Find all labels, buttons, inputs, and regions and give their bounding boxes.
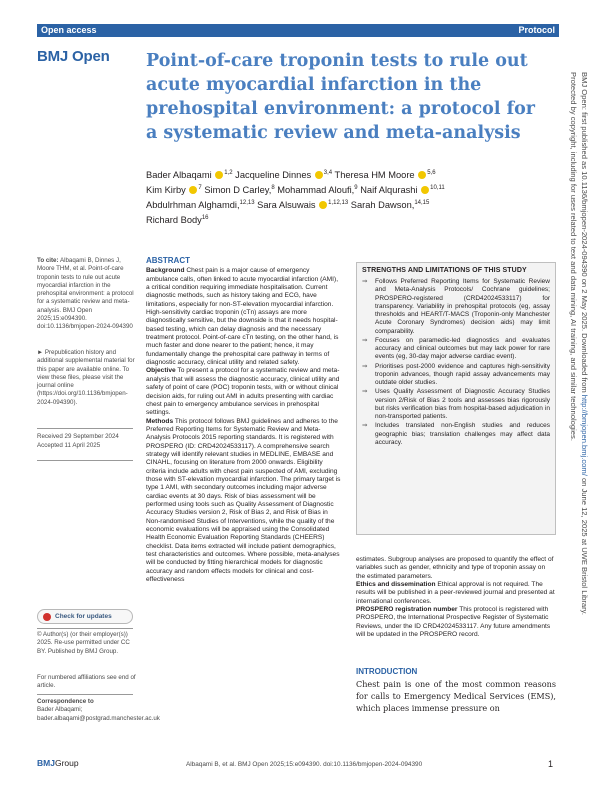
affiliation-number: 8: [271, 185, 275, 192]
correspondence-label: Correspondence to: [37, 698, 94, 705]
abstract: [146, 257, 341, 584]
list-item: ⇒ Includes translated non-English studies and reduces geographic bias; translation challenges may affect data accuracy.: [362, 422, 550, 446]
author-name[interactable]: Jacqueline Dinnes: [235, 170, 312, 181]
ethics-label: Ethics and dissemination: [356, 581, 436, 589]
strengths-heading: STRENGTHS AND LIMITATIONS OF THIS STUDY: [362, 267, 527, 274]
prospero-label: PROSPERO registration number: [356, 606, 458, 614]
divider: [37, 460, 133, 461]
list-item: ⇒ Prioritises post-2000 evidence and captures high-sensitivity troponin advances, though rapid assay advancements may outdate older studies.: [362, 362, 550, 386]
list-item: ⇒ Uses Quality Assessment of Diagnostic Accuracy Studies version 2/Risk of Bias 2 tools and assesses bias rigorously but risks verification bias from hospital-based adjudication in non-transported patients.: [362, 388, 550, 420]
divider: [37, 628, 133, 629]
header-bar: [37, 24, 559, 37]
author-name[interactable]: Sara Alsuwais: [257, 200, 316, 211]
orcid-icon[interactable]: [215, 171, 223, 179]
affiliation-number: 10,11: [430, 185, 445, 192]
affiliations-note: For numbered affiliations see end of article.: [37, 674, 136, 690]
list-item: ⇒ Focuses on paramedic-led diagnostics and evaluates accuracy and clinical outcomes but may lack power for rare events (eg, 30-day major adverse cardiac event).: [362, 336, 550, 361]
journal-logo[interactable]: BMJ Open: [37, 48, 110, 65]
author-name[interactable]: Naif Alqurashi: [360, 185, 418, 196]
author-name[interactable]: Abdulrhman Alghamdi,: [146, 200, 240, 211]
author-name[interactable]: Theresa HM Moore: [334, 170, 415, 181]
author-list: [146, 167, 556, 227]
correspondence-email[interactable]: bader.albaqami@postgrad.manchester.ac.uk: [37, 714, 160, 722]
orcid-icon[interactable]: [418, 171, 426, 179]
affiliation-number: 1,2: [224, 170, 233, 176]
orcid-icon[interactable]: [319, 201, 327, 209]
correspondence-block: [37, 698, 160, 723]
author-name[interactable]: Sarah Dawson,: [350, 200, 415, 211]
list-item: ⇒ Follows Preferred Reporting Items for Systematic Review and Meta-Analysis Protocols/ Cochrane guidelines; PROSPERO-registered (CRD42024533117) for transparency. Variability in prehospital protocols (eg, assay thresholds and HEART/T-MACS (Troponin-only Manchester Acute Coronary Syndromes) decision aids) may limit comparability.: [362, 278, 550, 335]
affiliation-number: 7: [198, 185, 202, 192]
arrow-icon: ⇒: [362, 278, 368, 285]
cite-label: To cite:: [37, 257, 59, 264]
dates-block: [37, 433, 137, 452]
arrow-icon: ⇒: [362, 336, 368, 344]
affiliation-number: 5,6: [427, 170, 436, 176]
methods-text: This protocol follows BMJ guidelines and adheres to the Preferred Reporting Items for Systematic Review and Meta-Analysis Protocols 2015 reporting standards. It is registered with PROSPERO (ID: CRD42024533117). A comprehensive search strategy will identify relevant studies in MEDLINE, EMBASE and CINAHL, focusing on literature from 2000 onwards. Eligibility criteria include adults with chest pain suspected of AMI, excluding those with ST-elevation myocardial infarction. The primary target is type 1 AMI, with secondary outcomes including major adverse cardiac events at 30 days. Risk of bias assessment will be performed using tools such as Quality Assessment of Diagnostic Accuracy Studies version 2, Risk of Bias 2, and Risk of Bias in Non-randomised Studies of Interventions, while the quality of the economic evaluations will be appraised using the Consolidated Health Economic Evaluation Reporting Standards (CHEERS) checklist. Data items extracted will include patient demographics, test characteristics and outcomes. Where possible, meta-analyses will be conducted by fitting hierarchical models for diagnostic accuracy and random effects models for clinical and cost-effectiveness: [146, 417, 341, 584]
affiliation-number: 14,15: [414, 200, 430, 207]
introduction-heading: INTRODUCTION: [356, 667, 418, 676]
arrow-icon: ⇒: [362, 362, 368, 370]
author-name[interactable]: Kim Kirby: [146, 185, 186, 196]
introduction-text: Chest pain is one of the most common reasons for calls to Emergency Medical Services (EMS), which places immense pressure on: [356, 679, 556, 714]
check-updates-label: Check for updates: [55, 613, 112, 620]
prospero-text: This protocol is registered with PROSPERO, the International Prospective Register of Systematic Reviews, under the ID CRD42024533117. Any future amendments will be updated in the PROSPERO record.: [356, 606, 551, 639]
cite-text: Albaqami B, Dinnes J, Moore THM, et al. Point-of-care troponin tests to rule out acute myocardial infarction in the prehospital environment: a protocol for a systematic review and meta-analysis. BMJ Open 2025;15:e094390. doi:10.1136/bmjopen-2024-094390: [37, 257, 134, 331]
ethics-text: Ethical approval is not required. The results will be published in a peer-reviewed journal and presented at international conferences.: [356, 581, 555, 605]
orcid-icon[interactable]: [315, 171, 323, 179]
abstract-heading: ABSTRACT: [146, 256, 190, 265]
author-name[interactable]: Simon D Carley,: [204, 185, 272, 196]
accepted-date: Accepted 11 April 2025: [37, 442, 101, 450]
prepub-text[interactable]: Prepublication history and additional supplemental material for this paper are available online. To view these files, please visit the journal online (https://doi.org/10.1136/bmjopen-2024-094390).: [37, 349, 135, 406]
bmj-group-logo: BMJGroup: [37, 758, 79, 768]
vertical-copyright-note: BMJ Open: first published as 10.1136/bmjopen-2024-094390 on 2 May 2025. Downloaded from http://bmjopen.bmj.com/ on June 12, 2025 at UWE Bristol Library. Protected by copyright, including for uses related to text and data mining, AI training, and similar technologies.: [569, 72, 589, 615]
received-date: Received 29 September 2024: [37, 433, 119, 440]
check-for-updates-button[interactable]: [37, 609, 133, 624]
article-type-label: Protocol: [518, 25, 555, 35]
affiliation-number: 1,12,13: [328, 200, 349, 207]
prepub-arrow-icon: ►: [37, 349, 45, 356]
open-access-label: Open access: [41, 25, 97, 35]
objective-text: To present a protocol for a systematic review and meta-analysis that will assess the diagnostic accuracy, clinical utility and safety of point of care (POC) troponin tests, with or without clinical decision aids, for ruling out AMI in adults presenting with cardiac chest pain to emergency ambulance services in prehospital settings.: [146, 367, 340, 417]
page-number: 1: [548, 759, 554, 769]
affiliation-number: 16: [201, 215, 209, 222]
affiliation-number: 12,13: [239, 200, 255, 207]
divider: [37, 428, 133, 429]
article-title: Point-of-care troponin tests to rule out acute myocardial infarction in the prehospital environment: a protocol for a systematic review and meta-analysis: [146, 51, 535, 143]
journal-link[interactable]: http://bmjopen.bmj.com/: [580, 394, 589, 476]
citation-block: [37, 257, 137, 332]
prepublication-note: [37, 349, 137, 407]
author-name[interactable]: Bader Albaqami: [146, 170, 212, 181]
methods-label: Methods: [146, 417, 174, 425]
background-text: Chest pain is a major cause of emergency ambulance calls, often linked to acute myocardial infarction (AMI), a critical condition requiring immediate hospitalisation. Current diagnostic methods, such as history taking and ECG, have limitations, especially for non-ST-elevation myocardial infarction. High-sensitivity cardiac troponin (cTn) assays are more diagnostically sensitive, but the downside is that it needs hospital-based testing, which can delay diagnosis and the necessary treatment protocol. Point-of-care cTn testing, on the other hand, is much faster and done nearer to the patient; hence, it may fundamentally change the prehospital care pathway in terms of diagnostic accuracy, clinical utility and related safety.: [146, 267, 339, 367]
author-name[interactable]: Mohammad Aloufi,: [277, 185, 355, 196]
subgroup-text: estimates. Subgroup analyses are proposed to quantify the effect of variables such as gender, ethnicity and type of troponin assay on the estimated parameters.: [356, 556, 554, 580]
divider: [37, 694, 133, 695]
affiliation-number: 9: [354, 185, 358, 192]
copyright-note: © Author(s) (or their employer(s)) 2025. Re-use permitted under CC BY. Published by BMJ Group.: [37, 631, 130, 655]
orcid-icon[interactable]: [421, 186, 429, 194]
affiliation-number: 3,4: [323, 170, 333, 176]
check-updates-icon: [43, 613, 51, 621]
arrow-icon: ⇒: [362, 388, 368, 396]
objective-label: Objective: [146, 367, 176, 375]
correspondence-name: Bader Albaqami;: [37, 706, 83, 714]
orcid-icon[interactable]: [189, 186, 197, 194]
background-label: Background: [146, 267, 185, 275]
arrow-icon: ⇒: [362, 422, 368, 430]
author-name[interactable]: Richard Body: [146, 215, 202, 226]
abstract-continued: [356, 556, 556, 639]
footer-citation: Albaqami B, et al. BMJ Open 2025;15:e094390. doi:10.1136/bmjopen-2024-094390: [186, 761, 423, 768]
strengths-limitations-box: [356, 262, 556, 535]
